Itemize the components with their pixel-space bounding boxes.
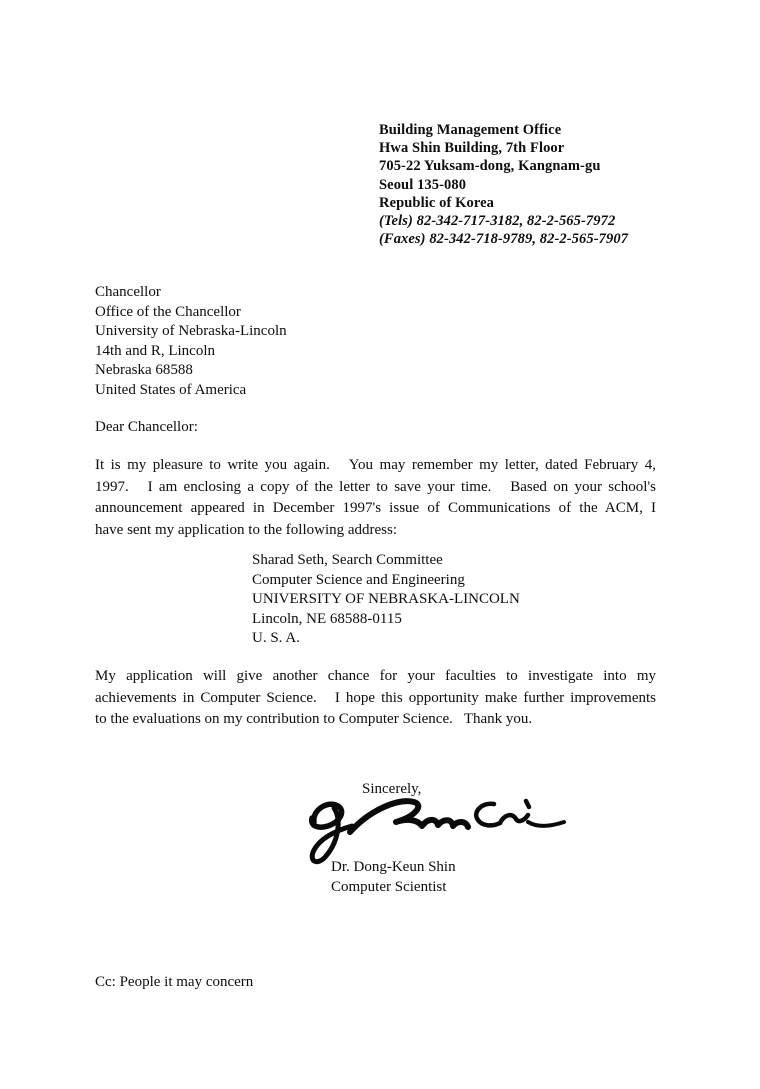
recipient-line: 14th and R, Lincoln	[95, 342, 215, 359]
sender-line: 705-22 Yuksam-dong, Kangnam-gu	[379, 158, 601, 175]
sender-phone-line: (Tels) 82-342-717-3182, 82-2-565-7972	[379, 213, 616, 230]
body-paragraph-1	[95, 455, 656, 541]
paragraph-line: announcement appeared in December 1997's issue of Communications of the ACM, I	[95, 500, 656, 517]
signatory-title: Computer Scientist	[331, 879, 447, 895]
signatory-name: Dr. Dong-Keun Shin	[331, 859, 456, 875]
sender-line: Republic of Korea	[379, 194, 495, 211]
application-address-line: Sharad Seth, Search Committee	[252, 552, 443, 568]
paragraph-line: achievements in Computer Science. I hope this opportunity make further improvements	[95, 689, 656, 706]
application-address-line: UNIVERSITY OF NEBRASKA-LINCOLN	[252, 591, 520, 608]
sender-line: Building Management Office	[379, 122, 562, 138]
cc-line: Cc: People it may concern	[95, 974, 254, 990]
sender-address-block	[379, 121, 628, 248]
sender-fax-line: (Faxes) 82-342-718-9789, 82-2-565-7907	[379, 231, 629, 248]
paragraph-line: have sent my application to the following address:	[95, 521, 398, 538]
recipient-line: Nebraska 68588	[95, 362, 193, 379]
paragraph-line: It is my pleasure to write you again. You may remember my letter, dated February 4,	[95, 457, 656, 473]
application-address-line: Lincoln, NE 68588-0115	[252, 610, 402, 627]
body-paragraph-2	[95, 666, 656, 731]
paragraph-line: 1997. I am enclosing a copy of the letter to save your time. Based on your school's	[95, 478, 656, 495]
closing-salutation: Sincerely,	[362, 781, 422, 797]
sender-line: Hwa Shin Building, 7th Floor	[379, 140, 565, 157]
application-address-line: Computer Science and Engineering	[252, 571, 465, 588]
recipient-line: United States of America	[95, 381, 247, 398]
application-address-block	[252, 551, 520, 649]
paragraph-line: to the evaluations on my contribution to Computer Science. Thank you.	[95, 711, 533, 728]
recipient-line: Office of the Chancellor	[95, 303, 241, 320]
recipient-line: Chancellor	[95, 284, 161, 300]
paragraph-line: My application will give another chance for your faculties to investigate into my	[95, 668, 656, 684]
recipient-line: University of Nebraska-Lincoln	[95, 323, 287, 340]
sender-line: Seoul 135-080	[379, 176, 467, 193]
recipient-address-block	[95, 283, 287, 401]
salutation: Dear Chancellor:	[95, 419, 198, 435]
application-address-line: U. S. A.	[252, 630, 300, 647]
